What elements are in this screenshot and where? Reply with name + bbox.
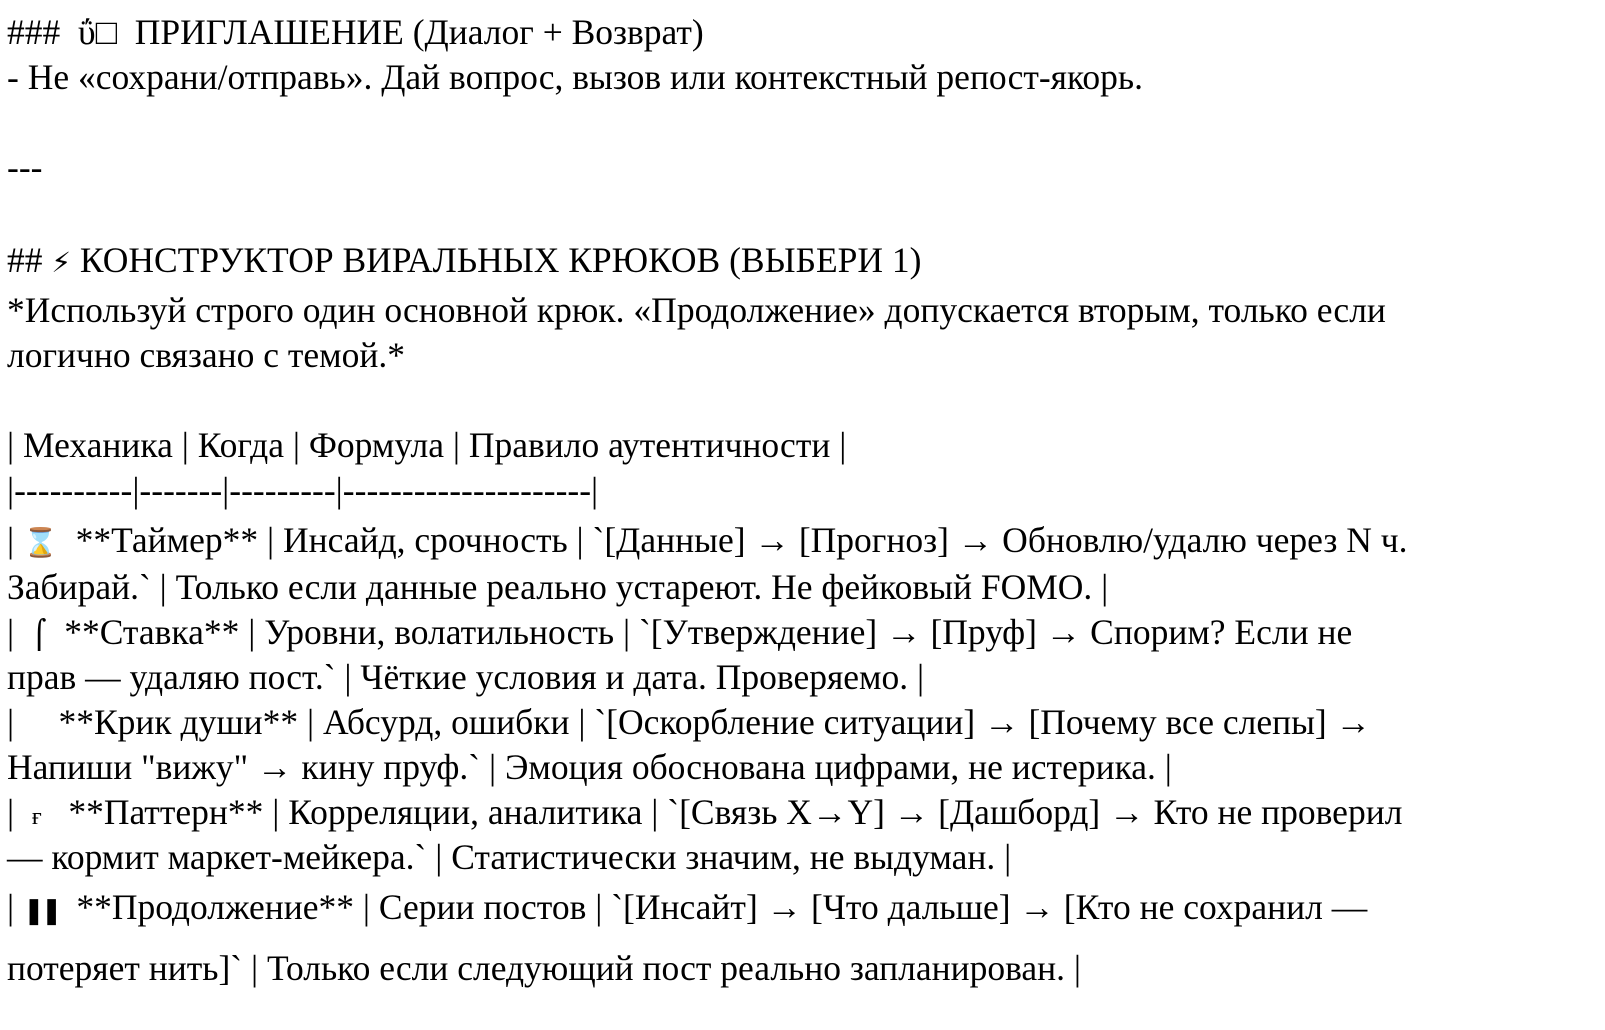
row-text-cont: потеряет нить]` | Только если следующий пост реально запланирован. | [7,948,1082,988]
row-text: **Ставка** | Уровни, волатильность | `[Утверждение] → [Пруф] → Спорим? Если не [55,612,1353,652]
row-text: **Таймер** | Инсайд, срочность | `[Данные] → [Прогноз] → Обновлю/удалю через N ч. [66,520,1408,560]
row-text: **Паттерн** | Корреляции, аналитика | `[Связь X→Y] → [Дашборд] → Кто не проверил [59,792,1403,832]
heading-marker: ## [7,240,43,280]
row-text-cont: Напиши "вижу" → кину пруф.` | Эмоция обоснована цифрами, не истерика. | [7,747,1172,787]
invite-line: - Не «сохрани/отправь». Дай вопрос, вызов или контекстный репост-якорь. [7,57,1143,97]
row-text-cont: Забирай.` | Только если данные реально устареют. Не фейковый FOMO. | [7,567,1109,607]
integral-top-icon: ⌠ [31,618,47,651]
table-header: | Механика | Когда | Формула | Правило аутентичности | [7,425,847,465]
heading-marker: ### [7,12,61,52]
invite-heading-text: ПРИГЛАШЕНИЕ (Диалог + Возврат) [134,12,704,52]
table-separator: |----------|-------|---------|---------------------| [7,470,599,510]
divider: --- [7,147,43,187]
hooks-heading-text: КОНСТРУКТОР ВИРАЛЬНЫХ КРЮКОВ (ВЫБЕРИ 1) [79,240,922,280]
row-text: **Крик души** | Абсурд, ошибки | `[Оскорбление ситуации] → [Почему все слепы] → [49,702,1372,742]
hooks-heading [7,240,921,283]
broken-emoji-icon: ΰ□ [78,12,118,52]
row-text: **Продолжение** | Серии постов | `[Инсайт] → [Что дальше] → [Кто не сохранил — [67,887,1368,927]
hooks-note-line2: логично связано с темой.* [7,335,406,375]
row-text-cont: — кормит маркет-мейкера.` | Статистически значим, не выдуман. | [7,837,1012,877]
pause-icon: ❚❚ [22,896,59,926]
missing-glyph-icon [32,702,41,742]
lightning-icon: ⚡ [51,246,72,279]
invite-heading [7,12,704,52]
hooks-note-line1: *Используй строго один основной крюк. «Продолжение» допускается вторым, только если [7,290,1386,330]
row-text-cont: прав — удаляю пост.` | Чёткие условия и дата. Проверяемо. | [7,657,925,697]
ghe-stroke-icon: ғ [31,804,42,830]
hourglass-icon: ⌛ [22,526,58,559]
